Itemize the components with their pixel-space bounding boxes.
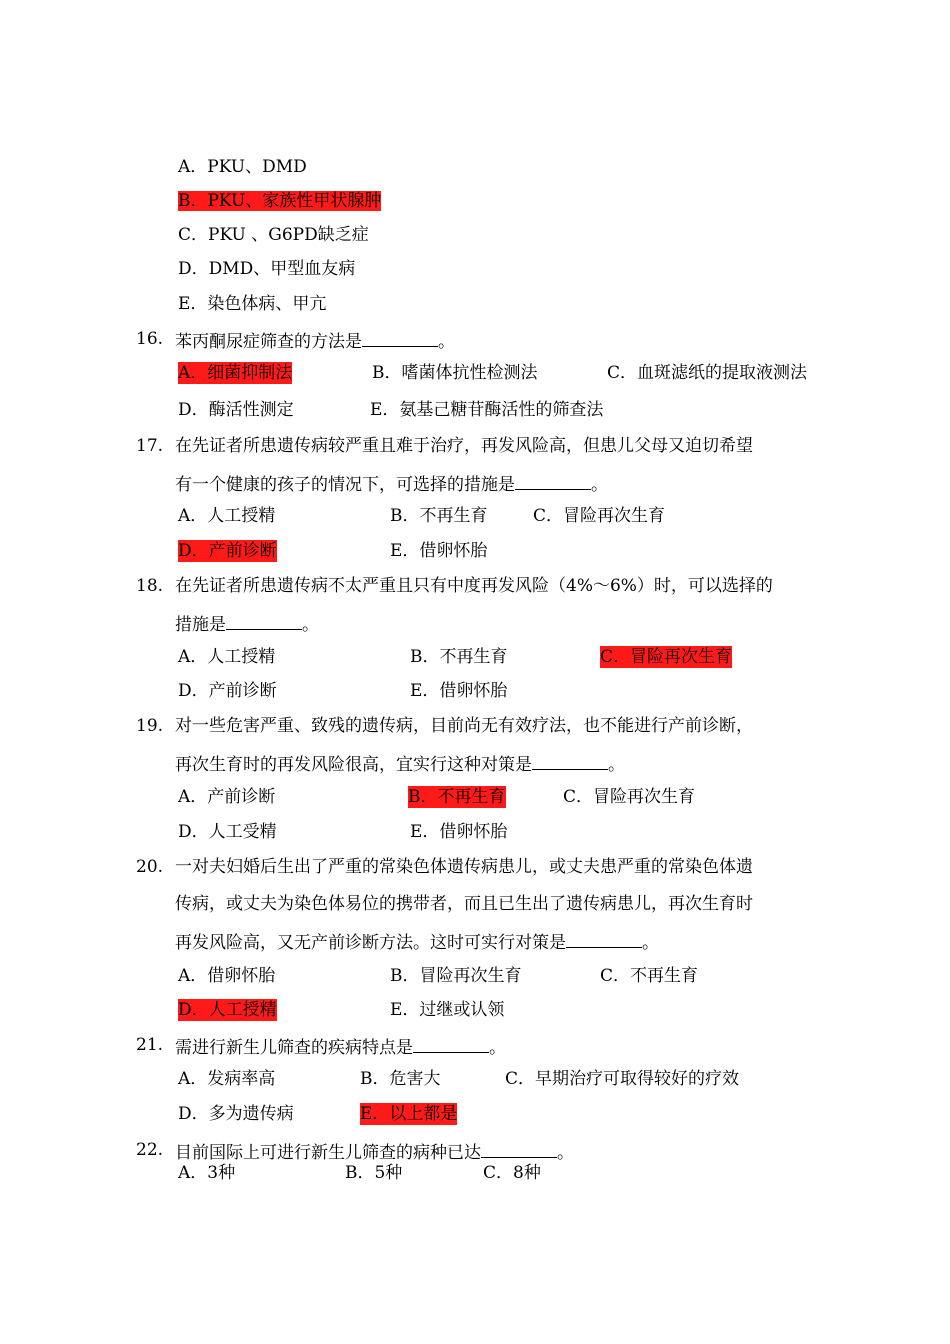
question-19 bbox=[0, 715, 950, 737]
answer-blank bbox=[226, 611, 302, 630]
q16-options-row1 bbox=[0, 362, 950, 384]
question-text: 需进行新生儿筛查的疾病特点是 。 bbox=[175, 1034, 506, 1059]
q21-options-row1 bbox=[0, 1068, 950, 1090]
question-22 bbox=[0, 1139, 950, 1161]
answer-blank bbox=[566, 929, 642, 948]
q21-options-row2 bbox=[0, 1103, 950, 1125]
question-18-line2: 措施是 。 bbox=[175, 611, 319, 633]
q20-options-row1 bbox=[0, 965, 950, 987]
q18-options-row2 bbox=[0, 680, 950, 702]
q19-options-row1 bbox=[0, 786, 950, 808]
q22-options-row1 bbox=[0, 1162, 950, 1184]
question-17-line2: 有一个健康的孩子的情况下，可选择的措施是 。 bbox=[175, 471, 608, 493]
q17-option-c: C．冒险再次生育 bbox=[533, 506, 666, 526]
question-number: 21. bbox=[136, 1035, 164, 1055]
q16-option-d: D．酶活性测定 bbox=[178, 400, 294, 420]
q18-option-b: B．不再生育 bbox=[410, 647, 508, 667]
q21-option-c: C．早期治疗可取得较好的疗效 bbox=[505, 1069, 740, 1089]
q20-option-c: C．不再生育 bbox=[600, 966, 699, 986]
answer-blank bbox=[362, 328, 438, 347]
answer-blank bbox=[532, 751, 608, 770]
q16-option-b: B．嗜菌体抗性检测法 bbox=[372, 363, 538, 383]
q18-option-c-answer: C．冒险再次生育 bbox=[600, 647, 733, 667]
option-a: A．PKU、DMD bbox=[178, 157, 307, 177]
q19-option-c: C．冒险再次生育 bbox=[563, 787, 696, 807]
q18-option-e: E．借卵怀胎 bbox=[410, 681, 508, 701]
question-20-line2: 传病，或丈夫为染色体易位的携带者，而且已生出了遗传病患儿，再次生育时 bbox=[175, 894, 753, 914]
question-20-line3: 再发风险高，又无产前诊断方法。这时可实行对策是 。 bbox=[175, 929, 659, 951]
question-number: 18. bbox=[136, 576, 164, 596]
question-number: 16. bbox=[136, 329, 164, 349]
q19-options-row2 bbox=[0, 821, 950, 843]
q21-option-a: A．发病率高 bbox=[178, 1069, 276, 1089]
q21-option-e-answer: E．以上都是 bbox=[360, 1104, 458, 1124]
question-number: 19. bbox=[136, 716, 164, 736]
question-number: 20. bbox=[136, 857, 164, 877]
answer-blank bbox=[515, 471, 591, 490]
question-text-line1: 在先证者所患遗传病不太严重且只有中度再发风险（4%～6%）时，可以选择的 bbox=[175, 576, 773, 596]
option-c: C．PKU 、G6PD缺乏症 bbox=[178, 225, 369, 245]
q20-option-e: E．过继或认领 bbox=[390, 1000, 505, 1020]
q20-option-a: A．借卵怀胎 bbox=[178, 966, 276, 986]
question-21 bbox=[0, 1034, 950, 1056]
question-text-line1: 在先证者所患遗传病较严重且难于治疗，再发风险高，但患儿父母又迫切希望 bbox=[175, 436, 753, 456]
q16-option-e: E．氨基己糖苷酶活性的筛查法 bbox=[370, 400, 604, 420]
option-e: E．染色体病、甲亢 bbox=[178, 294, 327, 314]
option-d: D．DMD、甲型血友病 bbox=[178, 259, 356, 279]
question-16 bbox=[0, 328, 950, 350]
question-text: 目前国际上可进行新生儿筛查的病种已达 。 bbox=[175, 1139, 574, 1164]
q22-option-c: C．8种 bbox=[483, 1163, 541, 1183]
answer-blank bbox=[481, 1139, 557, 1158]
q17-option-d-answer: D．产前诊断 bbox=[178, 541, 277, 561]
question-text-line1: 对一些危害严重、致残的遗传病，目前尚无有效疗法，也不能进行产前诊断， bbox=[175, 716, 753, 736]
q18-options-row1 bbox=[0, 646, 950, 668]
option-b-answer: B．PKU、家族性甲状腺肿 bbox=[178, 191, 382, 211]
q20-option-b: B．冒险再次生育 bbox=[390, 966, 522, 986]
q17-options-row1 bbox=[0, 505, 950, 527]
question-text: 苯丙酮尿症筛查的方法是 。 bbox=[175, 328, 455, 353]
question-18 bbox=[0, 575, 950, 597]
q18-option-d: D．产前诊断 bbox=[178, 681, 277, 701]
q17-option-e: E．借卵怀胎 bbox=[390, 541, 488, 561]
question-number: 22. bbox=[136, 1140, 164, 1160]
q20-option-d-answer: D．人工授精 bbox=[178, 1000, 277, 1020]
q19-option-b-answer: B．不再生育 bbox=[408, 787, 506, 807]
q19-option-e: E．借卵怀胎 bbox=[410, 822, 508, 842]
q22-option-b: B．5种 bbox=[345, 1163, 403, 1183]
answer-blank bbox=[413, 1034, 489, 1053]
question-text-line1: 一对夫妇婚后生出了严重的常染色体遗传病患儿，或丈夫患严重的常染色体遗 bbox=[175, 857, 753, 877]
q17-option-a: A．人工授精 bbox=[178, 506, 276, 526]
q16-option-c: C．血斑滤纸的提取液测法 bbox=[607, 363, 808, 383]
q17-option-b: B．不再生育 bbox=[390, 506, 488, 526]
q18-option-a: A．人工授精 bbox=[178, 647, 276, 667]
q22-option-a: A．3种 bbox=[178, 1163, 236, 1183]
q17-options-row2 bbox=[0, 540, 950, 562]
q16-options-row2 bbox=[0, 399, 950, 421]
q21-option-b: B．危害大 bbox=[360, 1069, 441, 1089]
q21-option-d: D．多为遗传病 bbox=[178, 1104, 294, 1124]
question-20 bbox=[0, 856, 950, 878]
q20-options-row2 bbox=[0, 999, 950, 1021]
question-17 bbox=[0, 435, 950, 457]
question-19-line2: 再次生育时的再发风险很高，宜实行这种对策是 。 bbox=[175, 751, 625, 773]
q19-option-d: D．人工受精 bbox=[178, 822, 277, 842]
q16-option-a-answer: A．细菌抑制法 bbox=[178, 363, 293, 383]
question-number: 17. bbox=[136, 436, 164, 456]
q19-option-a: A．产前诊断 bbox=[178, 787, 276, 807]
